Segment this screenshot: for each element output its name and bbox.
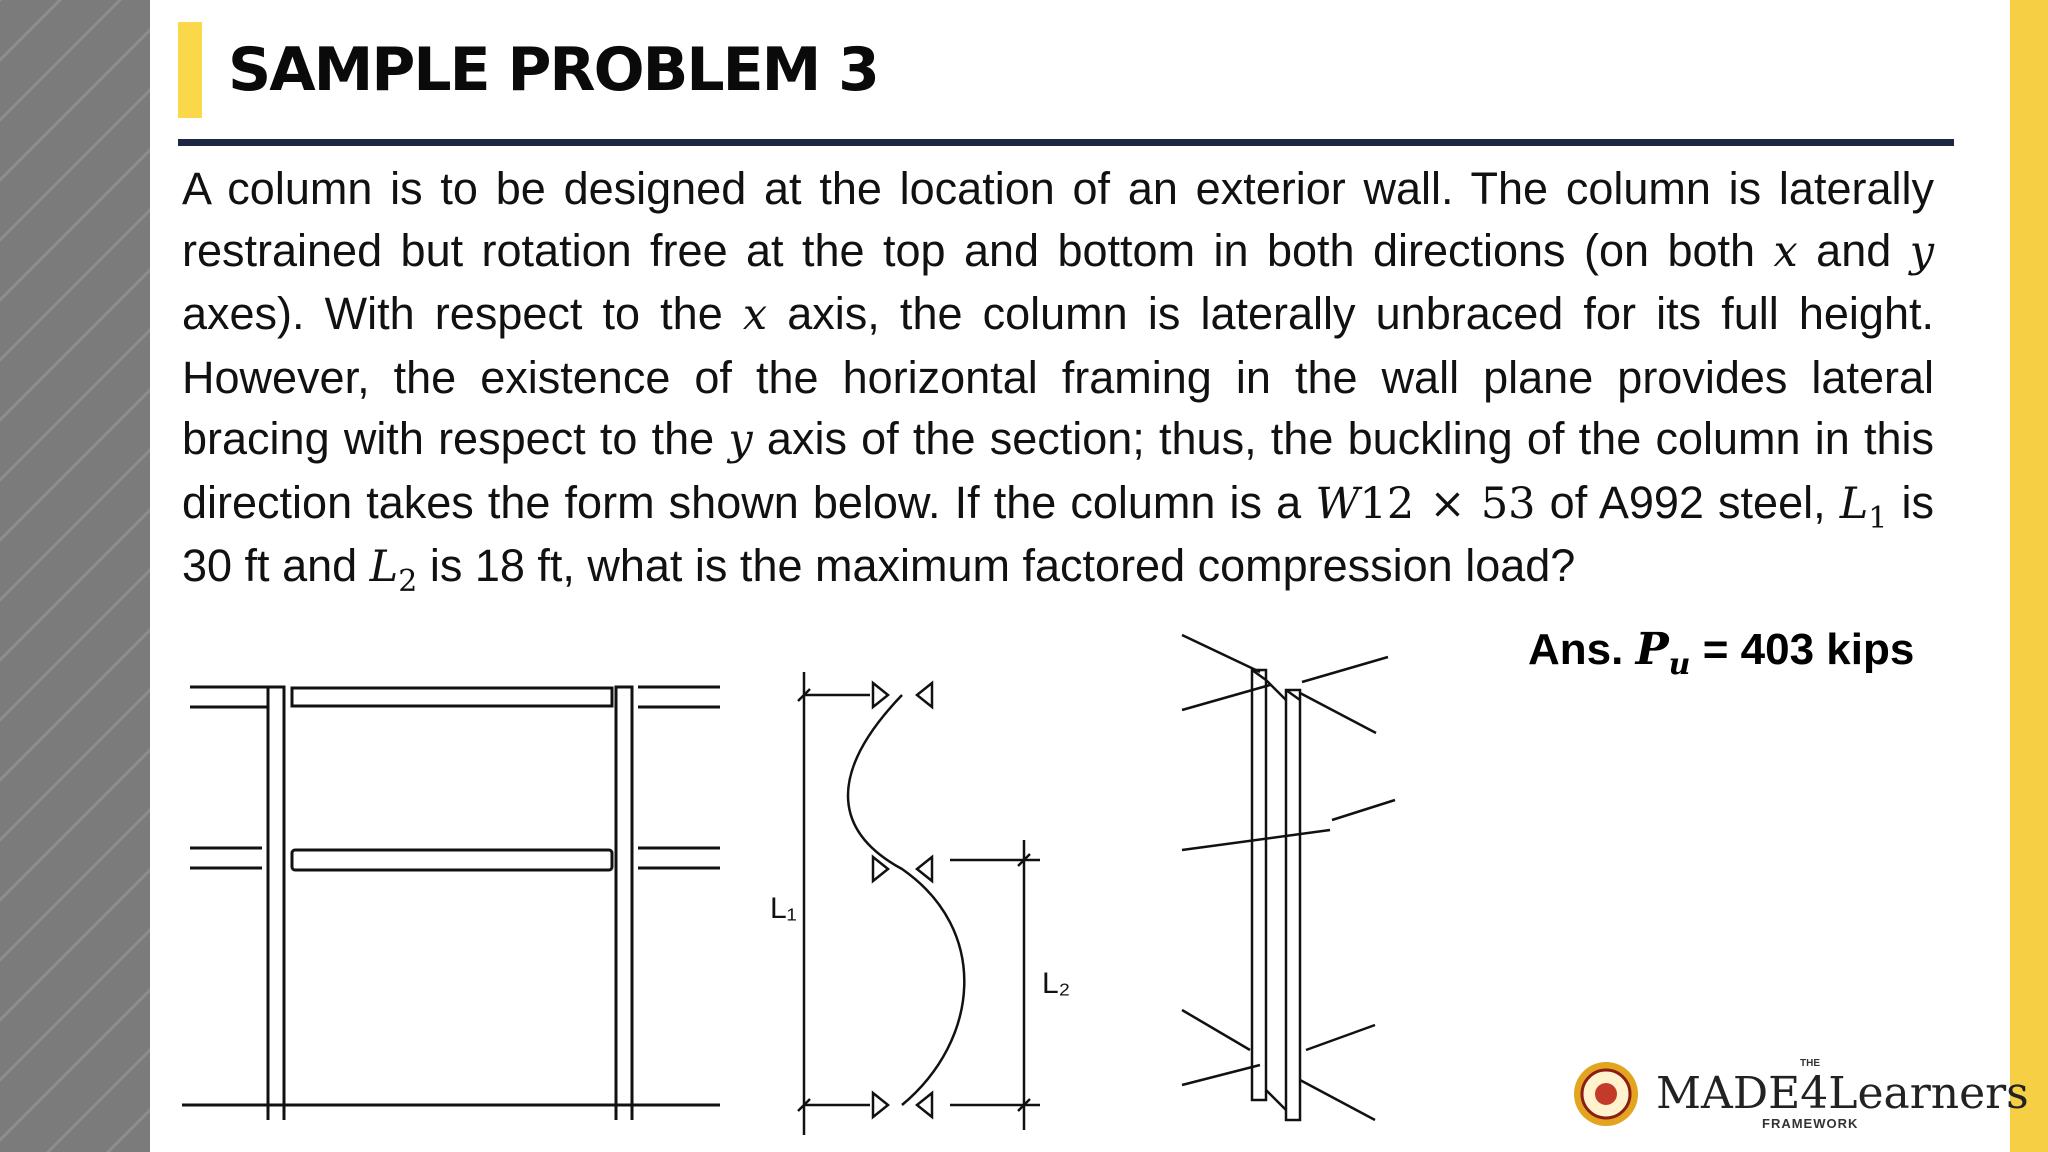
label-l2: L₂	[1042, 967, 1071, 1000]
problem-text-7: is 30 ft and	[182, 476, 1934, 591]
math-section: 12 × 53	[1359, 478, 1536, 529]
wall-framing-drawing	[180, 670, 730, 1120]
problem-text-6: of A992 steel,	[1535, 476, 1840, 528]
math-x: x	[1773, 226, 1798, 277]
problem-text-2: and	[1797, 224, 1910, 276]
answer-p-sub: u	[1668, 646, 1691, 682]
made4learners-logo	[1570, 1058, 2029, 1131]
problem-text-1: A column is to be designed at the location of an exterior wall. The column is laterally restrained but rotation free at the top and bottom in both directions (on both	[182, 163, 1934, 276]
math-l1: L	[1839, 478, 1869, 529]
buckling-diagram	[760, 660, 1100, 1140]
math-l1-sub: 1	[1868, 500, 1888, 536]
logo-name: MADE4Learners	[1656, 1068, 2029, 1119]
problem-text-3: axes). With respect to the	[182, 288, 743, 339]
problem-text-8: is 18 ft, what is the maximum factored compression load?	[417, 540, 1576, 591]
answer-prefix: Ans.	[1528, 625, 1636, 674]
logo-the: THE	[1800, 1058, 1820, 1069]
problem-text-4: axis, the column is laterally unbraced for its full height. However, the existence of the horizontal framing in the wall plane provides lateral bracing with respect to the	[182, 288, 1934, 464]
answer-line	[1528, 624, 1915, 682]
math-w: W	[1315, 478, 1360, 529]
title-accent-bar	[178, 22, 202, 118]
answer-value: = 403 kips	[1690, 625, 1915, 674]
math-y-2: y	[728, 415, 753, 465]
seal-icon	[1570, 1058, 1642, 1130]
math-y: y	[1909, 226, 1934, 277]
math-l2: L	[369, 542, 399, 592]
math-l2-sub: 2	[398, 564, 418, 599]
problem-text-5: axis of the section; thus, the buckling of the column in this direction takes the form shown below. If the column is a	[182, 413, 1935, 528]
slide-title: SAMPLE PROBLEM 3	[228, 35, 878, 105]
decorative-left-strip	[0, 0, 150, 1152]
w-section-column	[1180, 625, 1420, 1125]
math-x-2: x	[742, 290, 768, 340]
decorative-right-strip	[2010, 0, 2048, 1152]
logo-framework: FRAMEWORK	[1762, 1116, 1859, 1131]
label-l1: L₁	[770, 892, 797, 925]
title-divider	[178, 139, 1954, 146]
diagonal-pattern	[0, 0, 150, 1152]
answer-p: P	[1635, 624, 1669, 675]
problem-statement	[182, 158, 1934, 599]
